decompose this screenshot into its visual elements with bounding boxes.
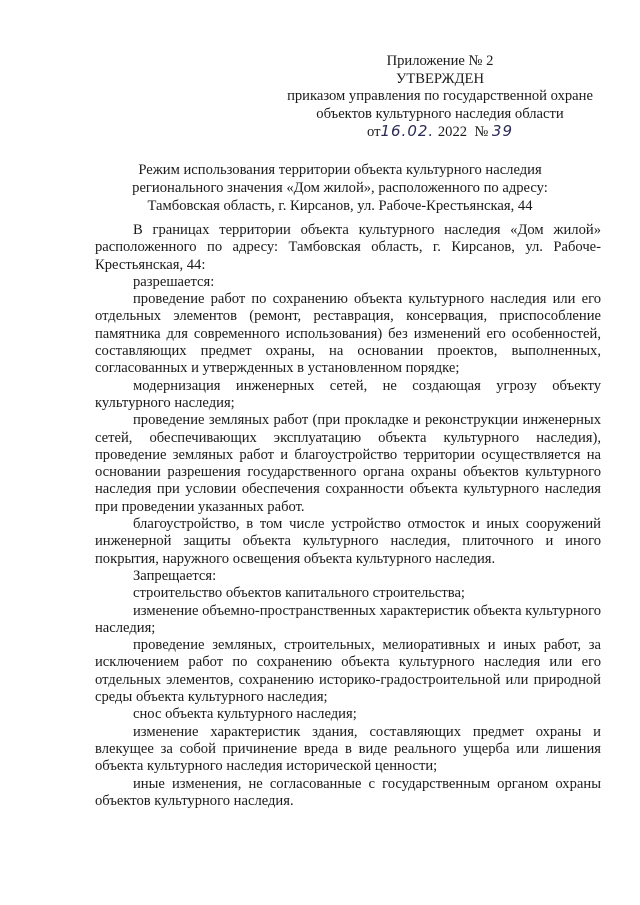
prohibited-item-4: снос объекта культурного наследия; xyxy=(133,706,357,723)
prohibited-item-5: изменение характеристик здания, составляющих предмет охраны и влекущее за собой причинение вреда в виде реального ущерба или лишения объекта культурного наследия исторической ценности; xyxy=(95,723,601,775)
document-body xyxy=(95,222,601,810)
prohibited-item-6: иные изменения, не согласованные с государственным органом охраны объектов культурного наследия. xyxy=(95,775,601,809)
order-year: 2022 xyxy=(437,124,468,140)
document-title xyxy=(100,161,580,215)
allowed-item-3: проведение земляных работ (при прокладке и реконструкции инженерных сетей, обеспечивающих эксплуатацию объекта культурного наследия), проведение земляных работ и благоустройство территории осуществляется на основании разрешения государственного органа охраны объектов культурного наследия при условии обеспечения сохранности объекта культурного наследия при проведении указанных работ. xyxy=(95,412,601,515)
title-line-1: Режим использования территории объекта культурного наследия xyxy=(138,162,542,178)
prohibited-item-1: строительство объектов капитального строительства; xyxy=(133,585,465,602)
prohibited-item-2: изменение объемно-пространственных характеристик объекта культурного наследия; xyxy=(95,602,601,636)
date-prefix: от xyxy=(366,124,381,140)
intro-paragraph: В границах территории объекта культурного наследия «Дом жилой» расположенного по адресу: Тамбовская область, г. Кирсанов, ул. Рабоче-Крестьянская, 44: xyxy=(95,222,601,273)
approval-block xyxy=(280,53,600,142)
title-line-2: регионального значения «Дом жилой», расположенного по адресу: xyxy=(132,180,548,196)
number-sign: № xyxy=(474,124,489,140)
prohibited-item-3: проведение земляных, строительных, мелиоративных и иных работ, за исключением работ по сохранению объекта культурного наследия или его отдельных элементов, сохранению историко-градостроительной или природной среды объекта культурного наследия; xyxy=(95,637,601,706)
approved-label: УТВЕРЖДЕН xyxy=(396,70,484,87)
allowed-heading: разрешается: xyxy=(133,273,215,290)
allowed-item-4: благоустройство, в том числе устройство отмосток и иных сооружений инженерной защиты объекта культурного наследия, плиточного и иного покрытия, наружного освещения объекта культурного наследия. xyxy=(95,516,601,567)
prohibited-heading: Запрещается: xyxy=(133,567,217,584)
order-date-line xyxy=(280,123,600,142)
order-line-1: приказом управления по государственной охране xyxy=(287,88,593,104)
appendix-label: Приложение № 2 xyxy=(386,53,494,69)
allowed-item-1: проведение работ по сохранению объекта культурного наследия или его отдельных элементов (ремонт, реставрация, консервация, приспособление памятника для современного использования) без изменений его особенностей, составляющих предмет охраны, на основании проектов, выполненных, согласованных и утвержденных в установленном порядке; xyxy=(95,291,601,377)
handwritten-date: 16.02. xyxy=(380,122,435,140)
order-line-2: объектов культурного наследия области xyxy=(316,105,564,122)
handwritten-number: 39 xyxy=(491,122,514,140)
allowed-item-2: модернизация инженерных сетей, не создающая угрозу объекту культурного наследия; xyxy=(95,377,601,411)
title-line-3: Тамбовская область, г. Кирсанов, ул. Рабоче-Крестьянская, 44 xyxy=(147,198,533,214)
